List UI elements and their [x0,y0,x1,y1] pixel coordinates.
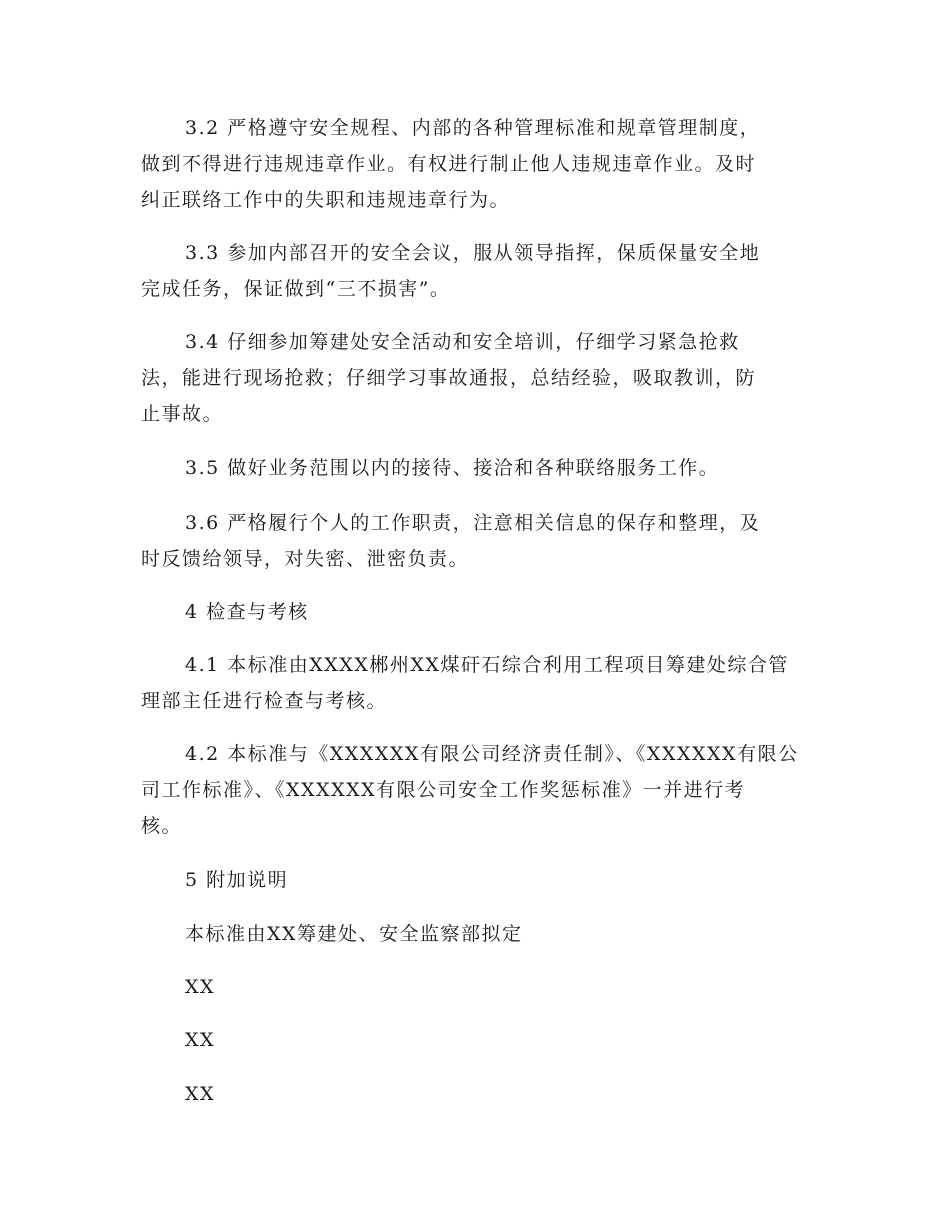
signature-placeholder-1 [141,969,801,1005]
text-line: 理部主任进行检查与考核。 [141,690,388,712]
paragraph-3-2 [141,110,801,218]
section-heading-4 [141,594,801,630]
text-line: XX [185,1083,216,1105]
heading-text: 4 检查与考核 [185,601,309,623]
signature-placeholder-3 [141,1076,801,1112]
text-line: XX [185,1029,216,1051]
text-line: 3.3 参加内部召开的安全会议，服从领导指挥，保质保量安全地 [185,242,761,264]
text-line: 本标准由XX筹建处、安全监察部拟定 [185,923,523,945]
text-line: 司工作标准》、《XXXXXX有限公司安全工作奖惩标准》一并进行考 [141,779,746,801]
text-line: 完成任务，保证做到“三不损害”。 [141,278,451,300]
paragraph-4-1 [141,647,801,719]
paragraph-4-2 [141,736,801,844]
section-heading-5 [141,862,801,898]
text-line: 3.4 仔细参加筹建处安全活动和安全培训，仔细学习紧急抢救 [185,331,740,353]
text-line: 3.5 做好业务范围以内的接待、接洽和各种联络服务工作。 [185,457,720,479]
heading-text: 5 附加说明 [185,869,289,891]
paragraph-3-6 [141,505,801,577]
text-line: 法，能进行现场抢救；仔细学习事故通报，总结经验，吸取教训，防 [141,367,757,389]
text-line: 做到不得进行违规违章作业。有权进行制止他人违规违章作业。及时 [141,153,757,175]
text-line: 核。 [141,815,183,837]
paragraph-3-3 [141,235,801,307]
text-line: 时反馈给领导，对失密、泄密负责。 [141,548,470,570]
text-line: 3.2 严格遵守安全规程、内部的各种管理标准和规章管理制度， [185,117,761,139]
signature-placeholder-2 [141,1022,801,1058]
text-line: XX [185,976,216,998]
paragraph-3-5 [141,450,801,486]
paragraph-3-4 [141,324,801,432]
text-line: 3.6 严格履行个人的工作职责，注意相关信息的保存和整理，及 [185,512,761,534]
note-line [141,916,801,952]
text-line: 纠正联络工作中的失职和违规违章行为。 [141,189,511,211]
text-line: 4.1 本标准由XXXX郴州XX煤矸石综合利用工程项目筹建处综合管 [185,654,789,676]
text-line: 4.2 本标准与《XXXXXX有限公司经济责任制》、《XXXXXX有限公 [185,743,799,765]
text-line: 止事故。 [141,403,224,425]
